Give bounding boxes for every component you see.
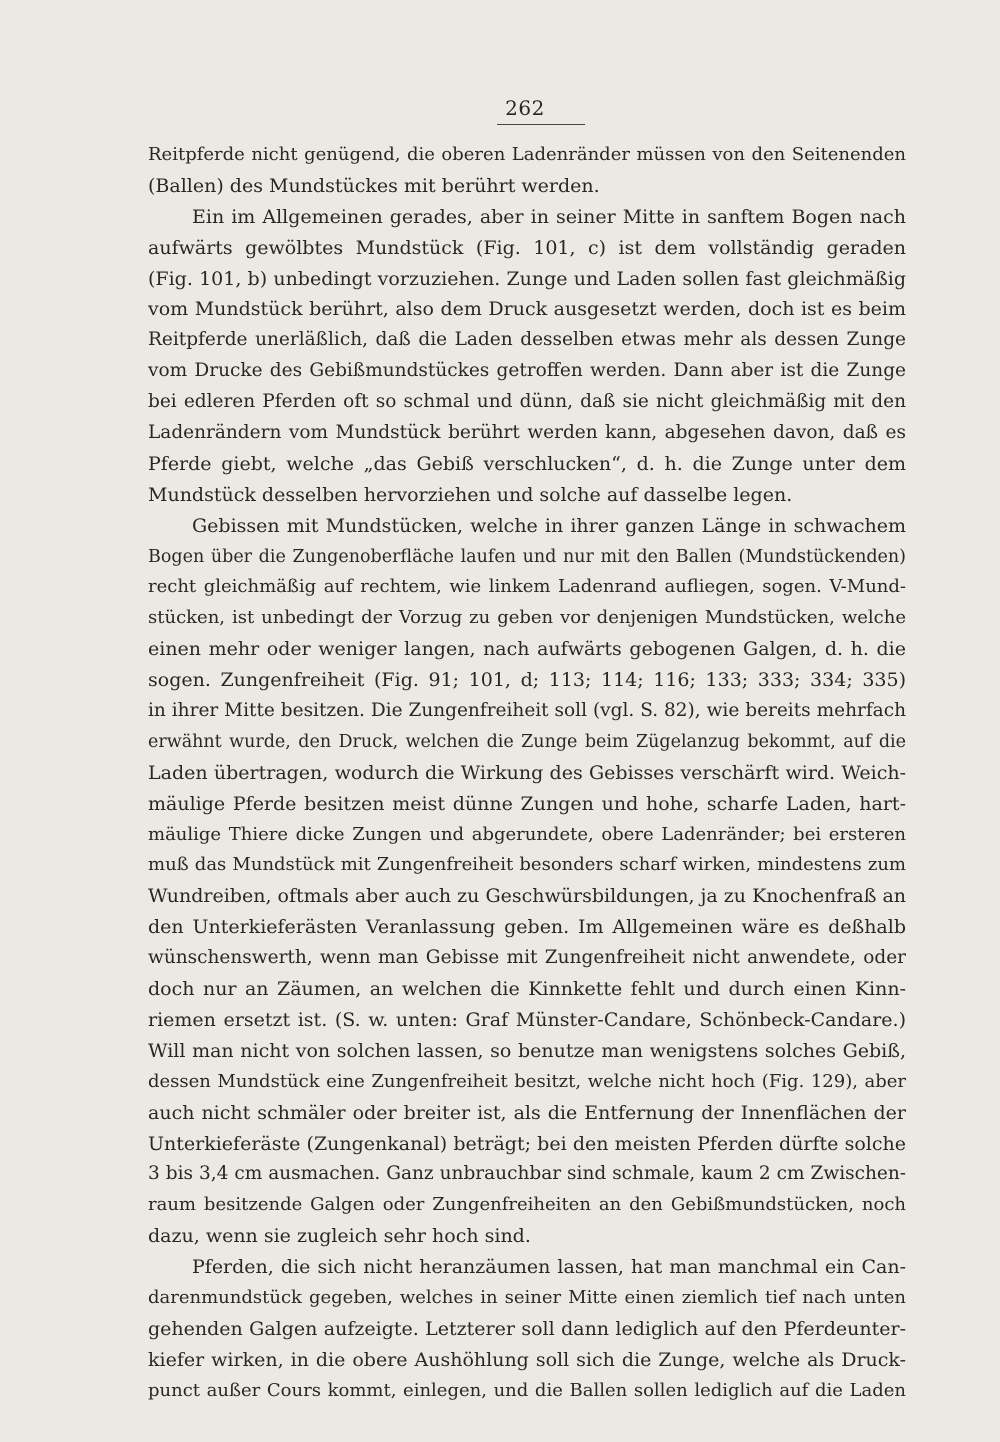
text-line: dazu, wenn sie zugleich sehr hoch sind. [148, 1225, 531, 1248]
body-text [148, 140, 906, 1407]
text-line: einen mehr oder weniger langen, nach aufwärts gebogenen Galgen, d. h. die [148, 638, 906, 661]
text-line: Laden übertragen, wodurch die Wirkung des Gebisses verschärft wird. Weich- [148, 761, 906, 784]
text-line: vom Mundstück berührt, also dem Druck ausgesetzt werden, doch ist es beim [148, 298, 906, 321]
text-line: mäulige Pferde besitzen meist dünne Zungen und hohe, scharfe Laden, hart- [148, 792, 906, 815]
text-line: Will man nicht von solchen lassen, so benutze man wenigstens solches Gebiß, [148, 1039, 906, 1062]
text-line: recht gleichmäßig auf rechtem, wie linkem Ladenrand aufliegen, sogen. V-Mund- [148, 576, 906, 598]
text-line: Ladenrändern vom Mundstück berührt werden kann, abgesehen davon, daß es [148, 422, 906, 444]
text-line: doch nur an Zäumen, an welchen die Kinnkette fehlt und durch einen Kinn- [148, 978, 906, 1001]
header-rule [497, 124, 585, 125]
text-line: in ihrer Mitte besitzen. Die Zungenfreiheit soll (vgl. S. 82), wie bereits mehrfach [148, 700, 906, 722]
text-line: 3 bis 3,4 cm ausmachen. Ganz unbrauchbar sind schmale, kaum 2 cm Zwischen- [148, 1163, 906, 1185]
page-number: 262 [505, 96, 545, 120]
text-line: Ein im Allgemeinen gerades, aber in seiner Mitte in sanftem Bogen nach [192, 205, 906, 228]
text-line: vom Drucke des Gebißmundstückes getroffen werden. Dann aber ist die Zunge [148, 360, 906, 382]
text-line: dessen Mundstück eine Zungenfreiheit besitzt, welche nicht hoch (Fig. 129), aber [148, 1070, 906, 1092]
text-line: sogen. Zungenfreiheit (Fig. 91; 101, d; 113; 114; 116; 133; 333; 334; 335) [148, 669, 906, 692]
text-line: gehenden Galgen aufzeigte. Letzterer soll dann lediglich auf den Pferdeunter- [148, 1317, 906, 1340]
text-line: wünschenswerth, wenn man Gebisse mit Zungenfreiheit nicht anwendete, oder [148, 947, 906, 969]
text-line: Reitpferde nicht genügend, die oberen Ladenränder müssen von den Seitenenden [148, 144, 906, 165]
text-line: (Fig. 101, b) unbedingt vorzuziehen. Zunge und Laden sollen fast gleichmäßig [148, 267, 906, 290]
text-line: Bogen über die Zungenoberfläche laufen und nur mit den Ballen (Mundstückenden) [148, 546, 906, 567]
text-line: mäulige Thiere dicke Zungen und abgerundete, obere Ladenränder; bei ersteren [148, 823, 906, 845]
text-line: raum besitzende Galgen oder Zungenfreiheiten an den Gebißmundstücken, noch [148, 1194, 906, 1216]
text-line: erwähnt wurde, den Druck, welchen die Zunge beim Zügelanzug bekommt, auf die [148, 731, 906, 752]
text-line: punct außer Cours kommt, einlegen, und die Ballen sollen lediglich auf die Laden [148, 1379, 906, 1401]
text-line: bei edleren Pferden oft so schmal und dünn, daß sie nicht gleichmäßig mit den [148, 391, 906, 413]
text-line: den Unterkieferästen Veranlassung geben. Im Allgemeinen wäre es deßhalb [148, 916, 906, 939]
text-line: kiefer wirken, in die obere Aushöhlung soll sich die Zunge, welche als Druck- [148, 1348, 906, 1371]
text-line: (Ballen) des Mundstückes mit berührt werden. [148, 174, 600, 197]
text-line: Gebissen mit Mundstücken, welche in ihrer ganzen Länge in schwachem [192, 514, 906, 537]
text-line: Pferde giebt, welche „das Gebiß verschlucken“, d. h. die Zunge unter dem [148, 452, 906, 475]
text-line: Wundreiben, oftmals aber auch zu Geschwürsbildungen, ja zu Knochenfraß an [148, 885, 906, 908]
text-line: aufwärts gewölbtes Mundstück (Fig. 101, c) ist dem vollständig geraden [148, 236, 906, 259]
text-line: Reitpferde unerläßlich, daß die Laden desselben etwas mehr als dessen Zunge [148, 329, 906, 351]
text-line: Pferden, die sich nicht heranzäumen lassen, hat man manchmal ein Can- [192, 1256, 906, 1279]
text-line: auch nicht schmäler oder breiter ist, als die Entfernung der Innenflächen der [148, 1101, 906, 1124]
text-line: muß das Mundstück mit Zungenfreiheit besonders scharf wirken, mindestens zum [148, 854, 906, 876]
text-line: Unterkieferäste (Zungenkanal) beträgt; bei den meisten Pferden dürfte solche [148, 1132, 906, 1155]
text-line: Mundstück desselben hervorziehen und solche auf dasselbe legen. [148, 483, 793, 506]
text-line: riemen ersetzt ist. (S. w. unten: Graf Münster-Candare, Schönbeck-Candare.) [148, 1008, 906, 1031]
text-line: darenmundstück gegeben, welches in seiner Mitte einen ziemlich tief nach unten [148, 1286, 906, 1308]
text-line: stücken, ist unbedingt der Vorzug zu geben vor denjenigen Mundstücken, welche [148, 607, 906, 629]
